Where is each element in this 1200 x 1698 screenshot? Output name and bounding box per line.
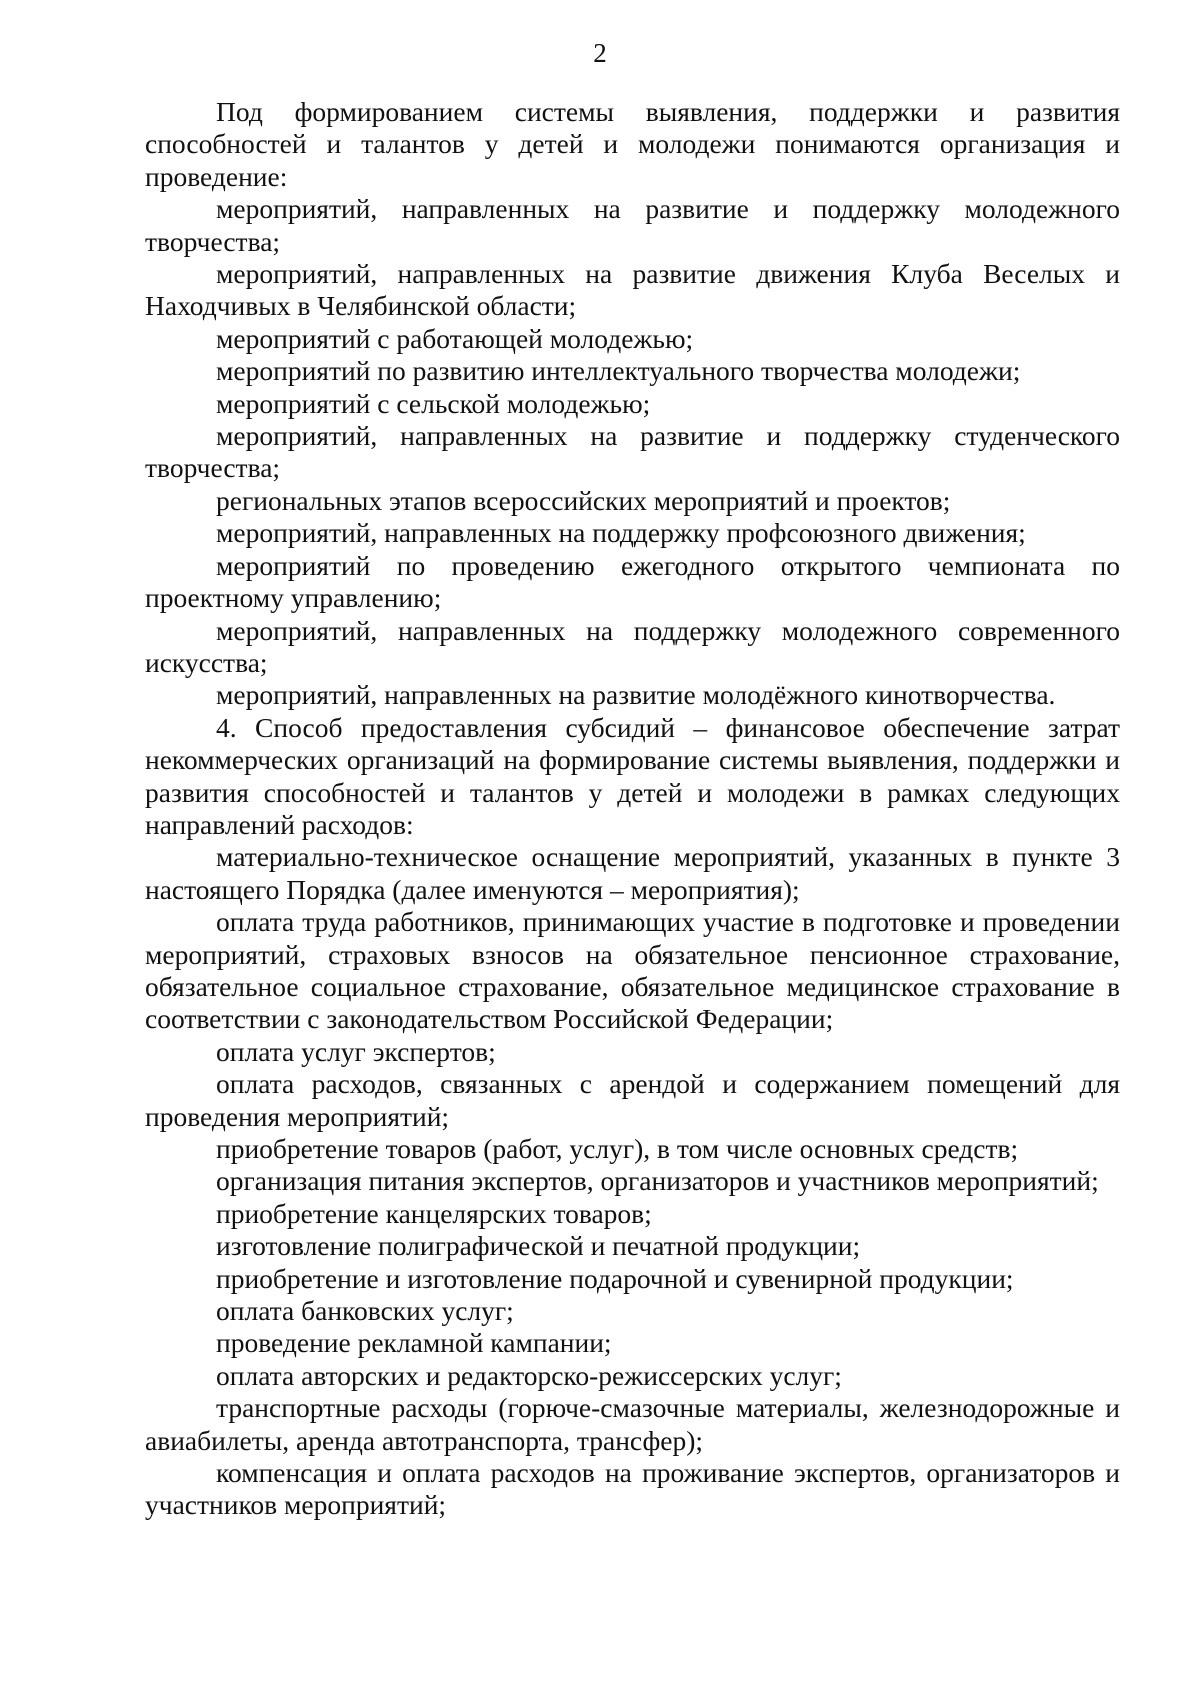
paragraph: Под формированием системы выявления, поддержки и развития способностей и талантов у детей и молодежи понимаются организация и проведение: <box>145 96 1120 192</box>
list-item: оплата услуг экспертов; <box>216 1035 496 1067</box>
list-item: оплата банковских услуг; <box>216 1295 514 1327</box>
list-item: изготовление полиграфической и печатной продукции; <box>216 1230 861 1262</box>
list-item: компенсация и оплата расходов на проживание экспертов, организаторов и участников мероприятий; <box>145 1457 1120 1521</box>
page-number: 2 <box>593 38 607 68</box>
list-item: мероприятий с работающей молодежью; <box>216 322 694 354</box>
list-item: оплата авторских и редакторско-режиссерских услуг; <box>216 1359 842 1391</box>
list-item: мероприятий, направленных на развитие движения Клуба Веселых и Находчивых в Челябинской области; <box>145 258 1120 322</box>
list-item: материально-техническое оснащение мероприятий, указанных в пункте 3 настоящего Порядка (далее именуются – мероприятия); <box>145 841 1120 905</box>
list-item: организация питания экспертов, организаторов и участников мероприятий; <box>216 1165 1099 1197</box>
list-item: мероприятий, направленных на поддержку профсоюзного движения; <box>216 517 1026 549</box>
list-item: приобретение и изготовление подарочной и сувенирной продукции; <box>216 1262 1014 1294</box>
list-item: региональных этапов всероссийских мероприятий и проектов; <box>216 484 951 516</box>
list-item: оплата расходов, связанных с арендой и содержанием помещений для проведения мероприятий; <box>145 1068 1120 1132</box>
section-paragraph: 4. Способ предоставления субсидий – финансовое обеспечение затрат некоммерческих организаций на формирование системы выявления, поддержки и развития способностей и талантов у детей и молодежи в рамках следующих направлений расходов: <box>145 711 1120 840</box>
list-item: оплата труда работников, принимающих участие в подготовке и проведении мероприятий, страховых взносов на обязательное пенсионное страхование, обязательное социальное страхование, обязательное медицинское страхование в соответствии с законодательством Российской Федерации; <box>145 906 1120 1035</box>
list-item: мероприятий, направленных на поддержку молодежного современного искусства; <box>145 614 1120 678</box>
list-item: мероприятий с сельской молодежью; <box>216 387 651 419</box>
list-item: мероприятий, направленных на развитие и поддержку студенческого творчества; <box>145 420 1120 484</box>
list-item: транспортные расходы (горюче-смазочные материалы, железнодорожные и авиабилеты, аренда автотранспорта, трансфер); <box>145 1392 1120 1456</box>
list-item: мероприятий, направленных на развитие и поддержку молодежного творчества; <box>145 193 1120 257</box>
list-item: приобретение канцелярских товаров; <box>216 1197 652 1229</box>
list-item: мероприятий по проведению ежегодного открытого чемпионата по проектному управлению; <box>145 549 1120 614</box>
list-item: мероприятий по развитию интеллектуального творчества молодежи; <box>216 355 1021 387</box>
list-item: проведение рекламной кампании; <box>216 1327 612 1359</box>
document-body <box>145 96 1120 1522</box>
list-item: приобретение товаров (работ, услуг), в том числе основных средств; <box>216 1133 1019 1164</box>
list-item: мероприятий, направленных на развитие молодёжного кинотворчества. <box>216 679 1056 711</box>
